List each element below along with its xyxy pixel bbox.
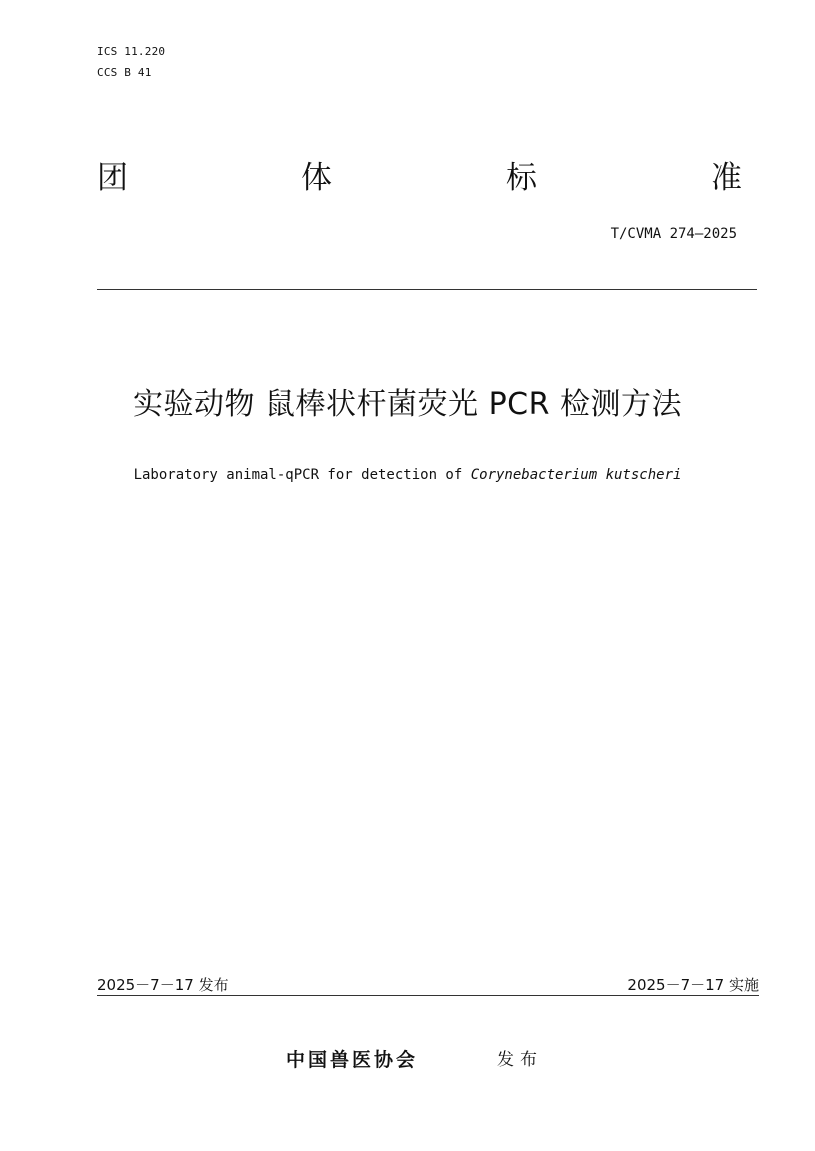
top-divider [97, 289, 757, 290]
standard-type-char-4: 准 [711, 160, 742, 196]
standard-type-char-1: 团 [97, 160, 128, 196]
publish-date: 2025－7－17 发布 [97, 976, 229, 994]
standard-number: T/CVMA 274—2025 [610, 226, 737, 242]
standard-type-char-3: 标 [506, 160, 537, 196]
ics-code: ICS 11.220 [97, 45, 166, 58]
classification-codes [97, 41, 165, 83]
document-title-chinese: 实验动物 鼠棒状杆菌荧光 PCR 检测方法 [133, 387, 682, 422]
publish-label: 发布 [497, 1050, 543, 1070]
ccs-code: CCS B 41 [97, 66, 152, 79]
bottom-divider [97, 995, 759, 996]
document-title-english [0, 464, 815, 486]
english-title-prefix: Laboratory animal-qPCR for detection of [133, 467, 471, 483]
implement-date: 2025－7－17 实施 [627, 976, 759, 994]
english-title-species: Corynebacterium kutscheri [470, 467, 682, 483]
publisher-name: 中国兽医协会 [286, 1049, 419, 1071]
standard-type-char-2: 体 [301, 160, 332, 196]
